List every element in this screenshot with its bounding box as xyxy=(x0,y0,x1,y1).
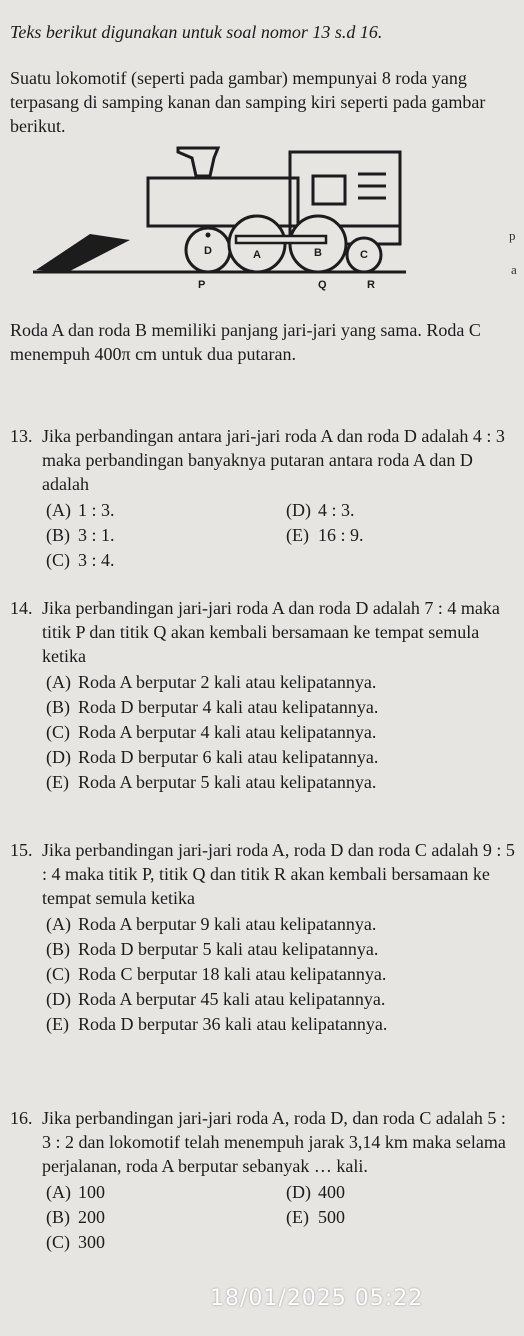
point-label-q: Q xyxy=(318,279,327,291)
intro-instruction: Teks berikut digunakan untuk soal nomor 13 s.d 16. xyxy=(10,22,383,42)
options-list xyxy=(46,912,515,1037)
question-15 xyxy=(10,838,515,1037)
boiler-shape xyxy=(148,178,298,226)
option-e[interactable]: (E) Roda A berputar 5 kali atau kelipatannya. xyxy=(46,772,377,792)
option-d[interactable]: (D) Roda A berputar 45 kali atau kelipatannya. xyxy=(46,989,386,1009)
question-number: 13. xyxy=(10,426,33,446)
question-14 xyxy=(10,596,515,795)
wheel-label-d: D xyxy=(204,245,212,257)
option-c[interactable]: (C) Roda A berputar 4 kali atau kelipatannya. xyxy=(46,722,377,742)
edge-mark-2: a xyxy=(511,262,517,277)
option-a[interactable]: (A) 100 xyxy=(46,1182,105,1202)
point-label-r: R xyxy=(367,279,375,291)
chimney-shape xyxy=(178,148,218,176)
option-c[interactable]: (C) 300 xyxy=(46,1232,105,1252)
cab-window-shape xyxy=(313,176,345,204)
wheel-label-b: B xyxy=(314,247,322,259)
option-b[interactable]: (B) Roda D berputar 5 kali atau kelipatannya. xyxy=(46,939,379,959)
context-paragraph: Roda A dan roda B memiliki panjang jari-jari yang sama. Roda C menempuh 400π cm untuk dua putaran. xyxy=(10,320,481,364)
question-13 xyxy=(10,424,515,573)
question-number: 14. xyxy=(10,598,33,618)
option-a[interactable]: (A) 1 : 3. xyxy=(46,500,115,520)
question-text: Jika perbandingan jari-jari roda A, roda D dan roda C adalah 9 : 5 : 4 maka titik P, titik Q dan titik R akan kembali bersamaan ke tempat semula ketika xyxy=(42,840,515,908)
option-c[interactable]: (C) 3 : 4. xyxy=(46,550,115,570)
question-text: Jika perbandingan antara jari-jari roda A dan roda D adalah 4 : 3 maka perbandingan banyaknya putaran antara roda A dan D adalah xyxy=(42,426,505,494)
option-e[interactable]: (E) Roda D berputar 36 kali atau kelipatannya. xyxy=(46,1014,388,1034)
point-dot-d xyxy=(206,233,211,238)
option-a[interactable]: (A) Roda A berputar 9 kali atau kelipatannya. xyxy=(46,914,377,934)
option-b[interactable]: (B) Roda D berputar 4 kali atau kelipatannya. xyxy=(46,697,379,717)
photo-timestamp: 18/01/2025 05:22 xyxy=(210,1286,424,1311)
option-e[interactable]: (E) 500 xyxy=(286,1207,345,1227)
options-list xyxy=(46,1180,515,1255)
cowcatcher-shape xyxy=(36,234,130,272)
option-d[interactable]: (D) Roda D berputar 6 kali atau kelipatannya. xyxy=(46,747,379,767)
option-b[interactable]: (B) 200 xyxy=(46,1207,105,1227)
edge-mark-1: p xyxy=(509,228,516,243)
option-c[interactable]: (C) Roda C berputar 18 kali atau kelipatannya. xyxy=(46,964,387,984)
point-label-p: P xyxy=(198,279,206,291)
intro-paragraph: Suatu lokomotif (seperti pada gambar) mempunyai 8 roda yang terpasang di samping kanan dan samping kiri seperti pada gambar berikut. xyxy=(10,68,486,136)
locomotive-figure xyxy=(28,138,448,320)
option-d[interactable]: (D) 400 xyxy=(286,1182,345,1202)
question-text: Jika perbandingan jari-jari roda A, roda D, dan roda C adalah 5 : 3 : 2 dan lokomotif telah menempuh jarak 3,14 km maka selama perjalanan, roda A berputar sebanyak … kali. xyxy=(42,1108,506,1176)
option-d[interactable]: (D) 4 : 3. xyxy=(286,500,355,520)
question-text: Jika perbandingan jari-jari roda A dan roda D adalah 7 : 4 maka titik P dan titik Q akan kembali bersamaan ke tempat semula ketika xyxy=(42,598,500,666)
question-number: 15. xyxy=(10,840,33,860)
options-list xyxy=(46,498,515,573)
question-number: 16. xyxy=(10,1108,33,1128)
option-b[interactable]: (B) 3 : 1. xyxy=(46,525,115,545)
question-16 xyxy=(10,1106,515,1255)
option-a[interactable]: (A) Roda A berputar 2 kali atau kelipatannya. xyxy=(46,672,377,692)
options-list xyxy=(46,670,515,795)
wheel-label-a: A xyxy=(253,249,261,261)
option-e[interactable]: (E) 16 : 9. xyxy=(286,525,364,545)
connecting-rod xyxy=(236,236,326,243)
wheel-label-c: C xyxy=(360,249,368,261)
